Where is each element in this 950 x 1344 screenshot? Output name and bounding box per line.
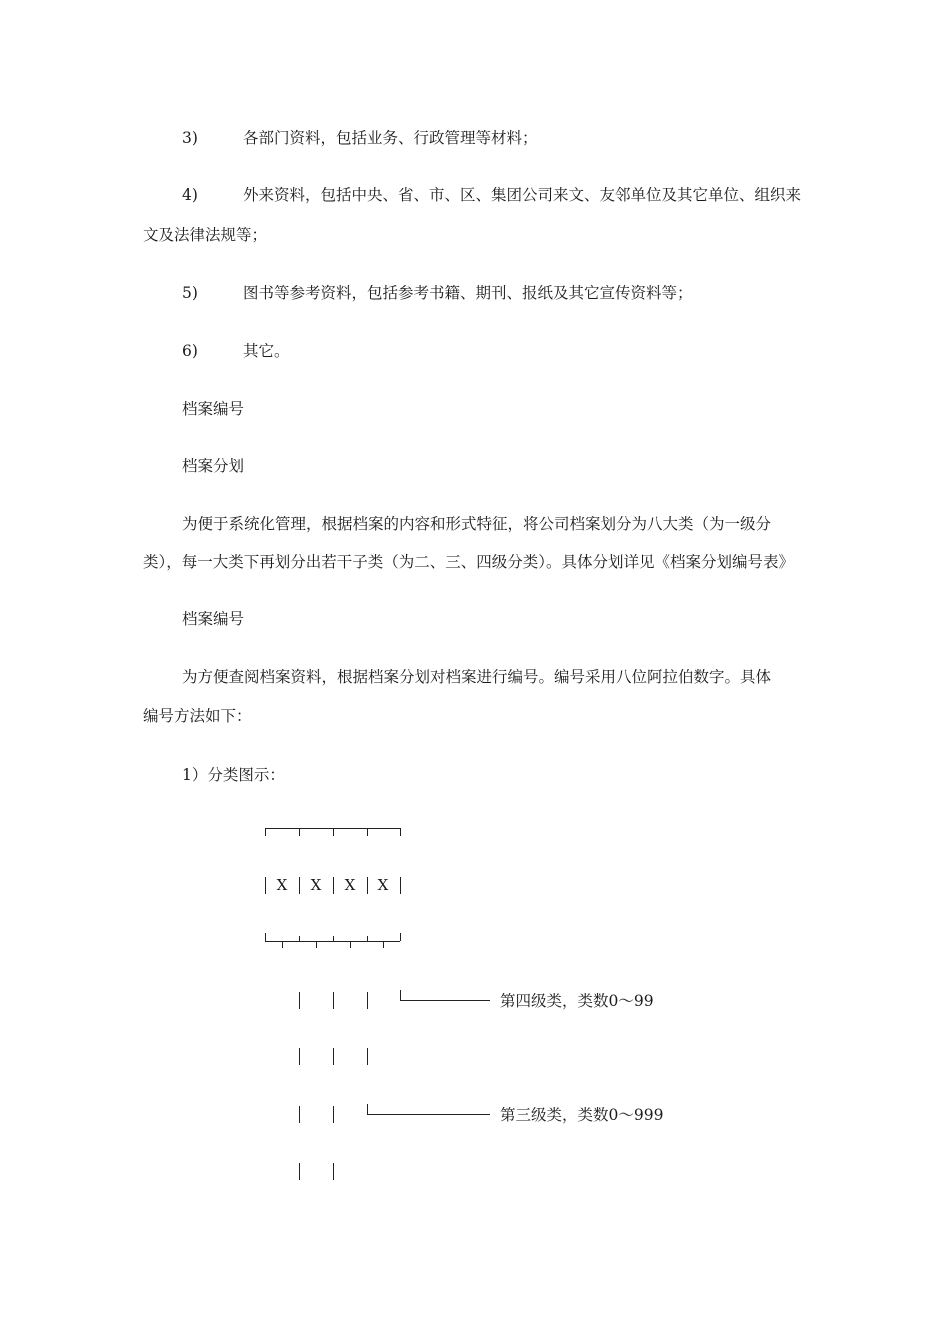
list-text: 图书等参考资料，包括参考书籍、期刊、报纸及其它宣传资料等； — [243, 284, 693, 302]
list-number: 3) — [182, 129, 198, 147]
diagram-top-tick — [367, 828, 368, 836]
cell-divider — [367, 877, 368, 894]
diagram-bottom-tick — [383, 941, 384, 948]
diagram-top-tick — [299, 828, 300, 836]
level-connector — [367, 1048, 368, 1065]
level3-leader-line — [367, 1114, 490, 1115]
diagram-bottom-tick — [282, 941, 283, 948]
list-number: 6) — [182, 342, 198, 360]
paragraph-line: 类），每一大类下再划分出若干子类（为二、三、四级分类）。具体分划详见《档案分划编号表》 — [143, 553, 795, 571]
level-connector — [333, 1048, 334, 1065]
digit-cell: X — [276, 876, 288, 894]
paragraph-line: 为便于系统化管理，根据档案的内容和形式特征，将公司档案划分为八大类（为一级分 — [182, 515, 772, 533]
level-connector — [299, 992, 300, 1009]
paragraph-line: 编号方法如下： — [143, 707, 252, 725]
diagram-top-tick — [265, 828, 266, 836]
level4-leader-line — [400, 1000, 490, 1001]
digit-cell: X — [310, 876, 322, 894]
paragraph-line: 为方便查阅档案资料，根据档案分划对档案进行编号。编号采用八位阿拉伯数字。具体 — [182, 668, 772, 686]
diagram-bottom-corner — [265, 933, 266, 941]
diagram-caption: 1）分类图示： — [182, 766, 285, 784]
section-heading: 档案编号 — [182, 400, 245, 418]
level-connector — [333, 1163, 334, 1180]
list-text: 各部门资料，包括业务、行政管理等材料； — [243, 129, 538, 147]
level-connector — [299, 1106, 300, 1123]
digit-cell: X — [377, 876, 389, 894]
list-text: 其它。 — [243, 342, 290, 360]
diagram-bottom-tick — [350, 941, 351, 948]
diagram-top-tick — [400, 828, 401, 836]
list-continuation: 文及法律法规等； — [143, 226, 268, 244]
diagram-bottom-corner — [400, 933, 401, 941]
diagram-bottom-tick — [316, 941, 317, 948]
cell-divider — [299, 877, 300, 894]
list-number: 5) — [182, 284, 198, 302]
diagram-bottom-tick — [367, 936, 368, 941]
cell-divider — [400, 877, 401, 894]
diagram-bottom-tick — [333, 936, 334, 941]
level-connector — [299, 1163, 300, 1180]
diagram-bottom-border — [265, 941, 400, 942]
diagram-bottom-tick — [299, 936, 300, 941]
level-connector — [367, 992, 368, 1009]
level-connector — [333, 992, 334, 1009]
cell-divider — [333, 877, 334, 894]
digit-cell: X — [344, 876, 356, 894]
section-heading: 档案编号 — [182, 610, 245, 628]
list-text: 外来资料，包括中央、省、市、区、集团公司来文、友邻单位及其它单位、组织来 — [243, 186, 802, 204]
level3-label: 第三级类，类数0～999 — [500, 1106, 664, 1124]
list-number: 4) — [182, 186, 198, 204]
level4-label: 第四级类，类数0～99 — [500, 992, 654, 1010]
level-connector — [333, 1106, 334, 1123]
level-connector — [299, 1048, 300, 1065]
cell-divider — [265, 877, 266, 894]
diagram-top-tick — [333, 828, 334, 836]
section-heading: 档案分划 — [182, 457, 245, 475]
